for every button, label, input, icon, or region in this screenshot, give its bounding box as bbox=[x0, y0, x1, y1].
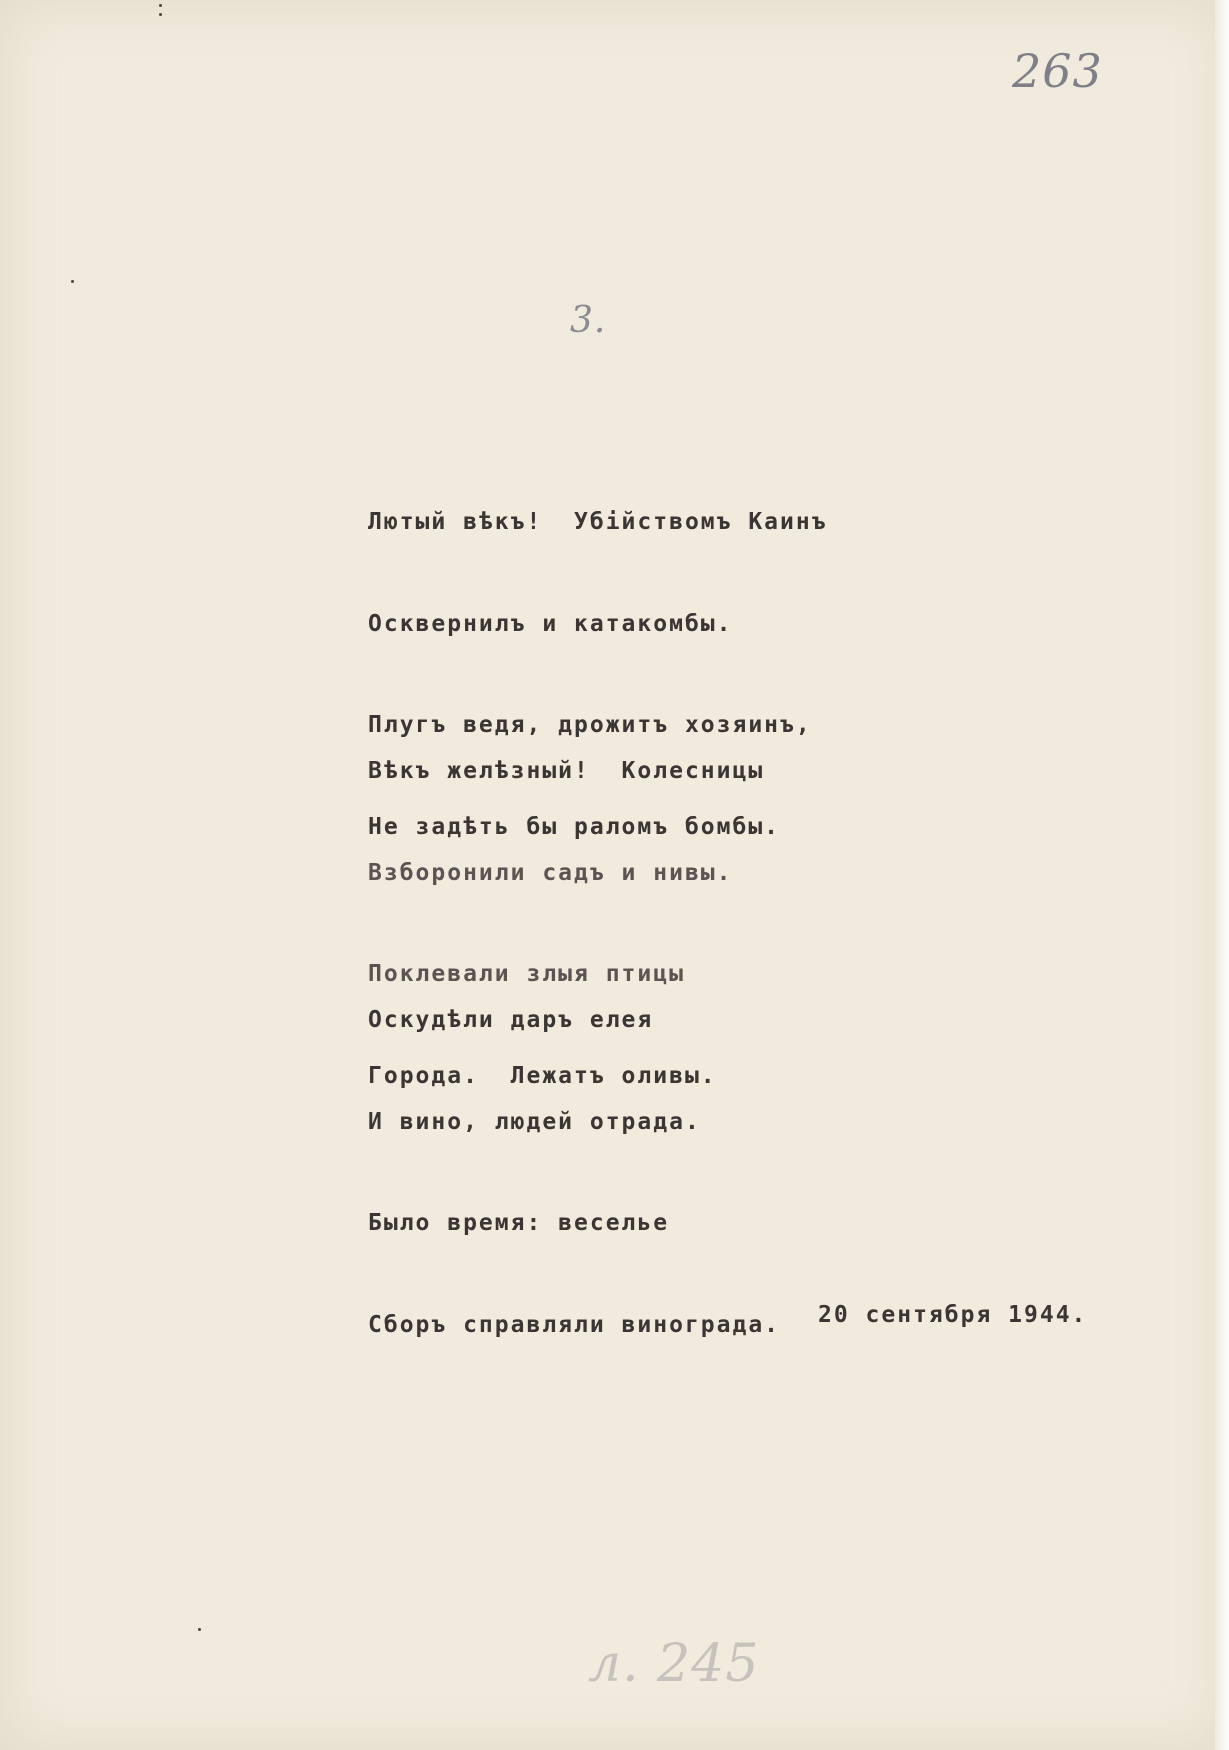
folio-number-top: 263 bbox=[1012, 44, 1103, 98]
poem-line: Сборъ справляли винограда. bbox=[368, 1311, 781, 1338]
ink-speck bbox=[159, 13, 162, 16]
poem-line: Осквернилъ и катакомбы. bbox=[368, 610, 733, 637]
poem-line: Города. Лежатъ оливы. bbox=[368, 1062, 717, 1089]
poem-line: И вино, людей отрада. bbox=[368, 1108, 701, 1135]
ink-speck bbox=[71, 280, 74, 283]
poem-line: Поклевали злыя птицы bbox=[368, 961, 685, 987]
ink-speck bbox=[198, 1628, 201, 1631]
poem-line: Лютый вѣкъ! Убійствомъ Каинъ bbox=[368, 509, 828, 535]
folio-number-bottom: л. 245 bbox=[588, 1634, 760, 1694]
poem-line: Плугъ ведя, дрожитъ хозяинъ, bbox=[368, 712, 812, 738]
paper-edge bbox=[1215, 0, 1229, 1750]
stanza-3 bbox=[368, 953, 780, 1411]
ink-speck bbox=[159, 4, 162, 7]
poem-line: Было время: веселье bbox=[368, 1210, 670, 1236]
section-number: 3. bbox=[570, 300, 607, 341]
poem-line: Оскудѣли даръ елея bbox=[368, 1007, 654, 1033]
poem-line: Вѣкъ желѣзный! Колесницы bbox=[368, 758, 765, 784]
poem-date: 20 сентября 1944. bbox=[818, 1302, 1088, 1328]
poem-line: Не задѣть бы раломъ бомбы. bbox=[368, 813, 781, 840]
poem-line: Взборонили садъ и нивы. bbox=[368, 859, 733, 886]
